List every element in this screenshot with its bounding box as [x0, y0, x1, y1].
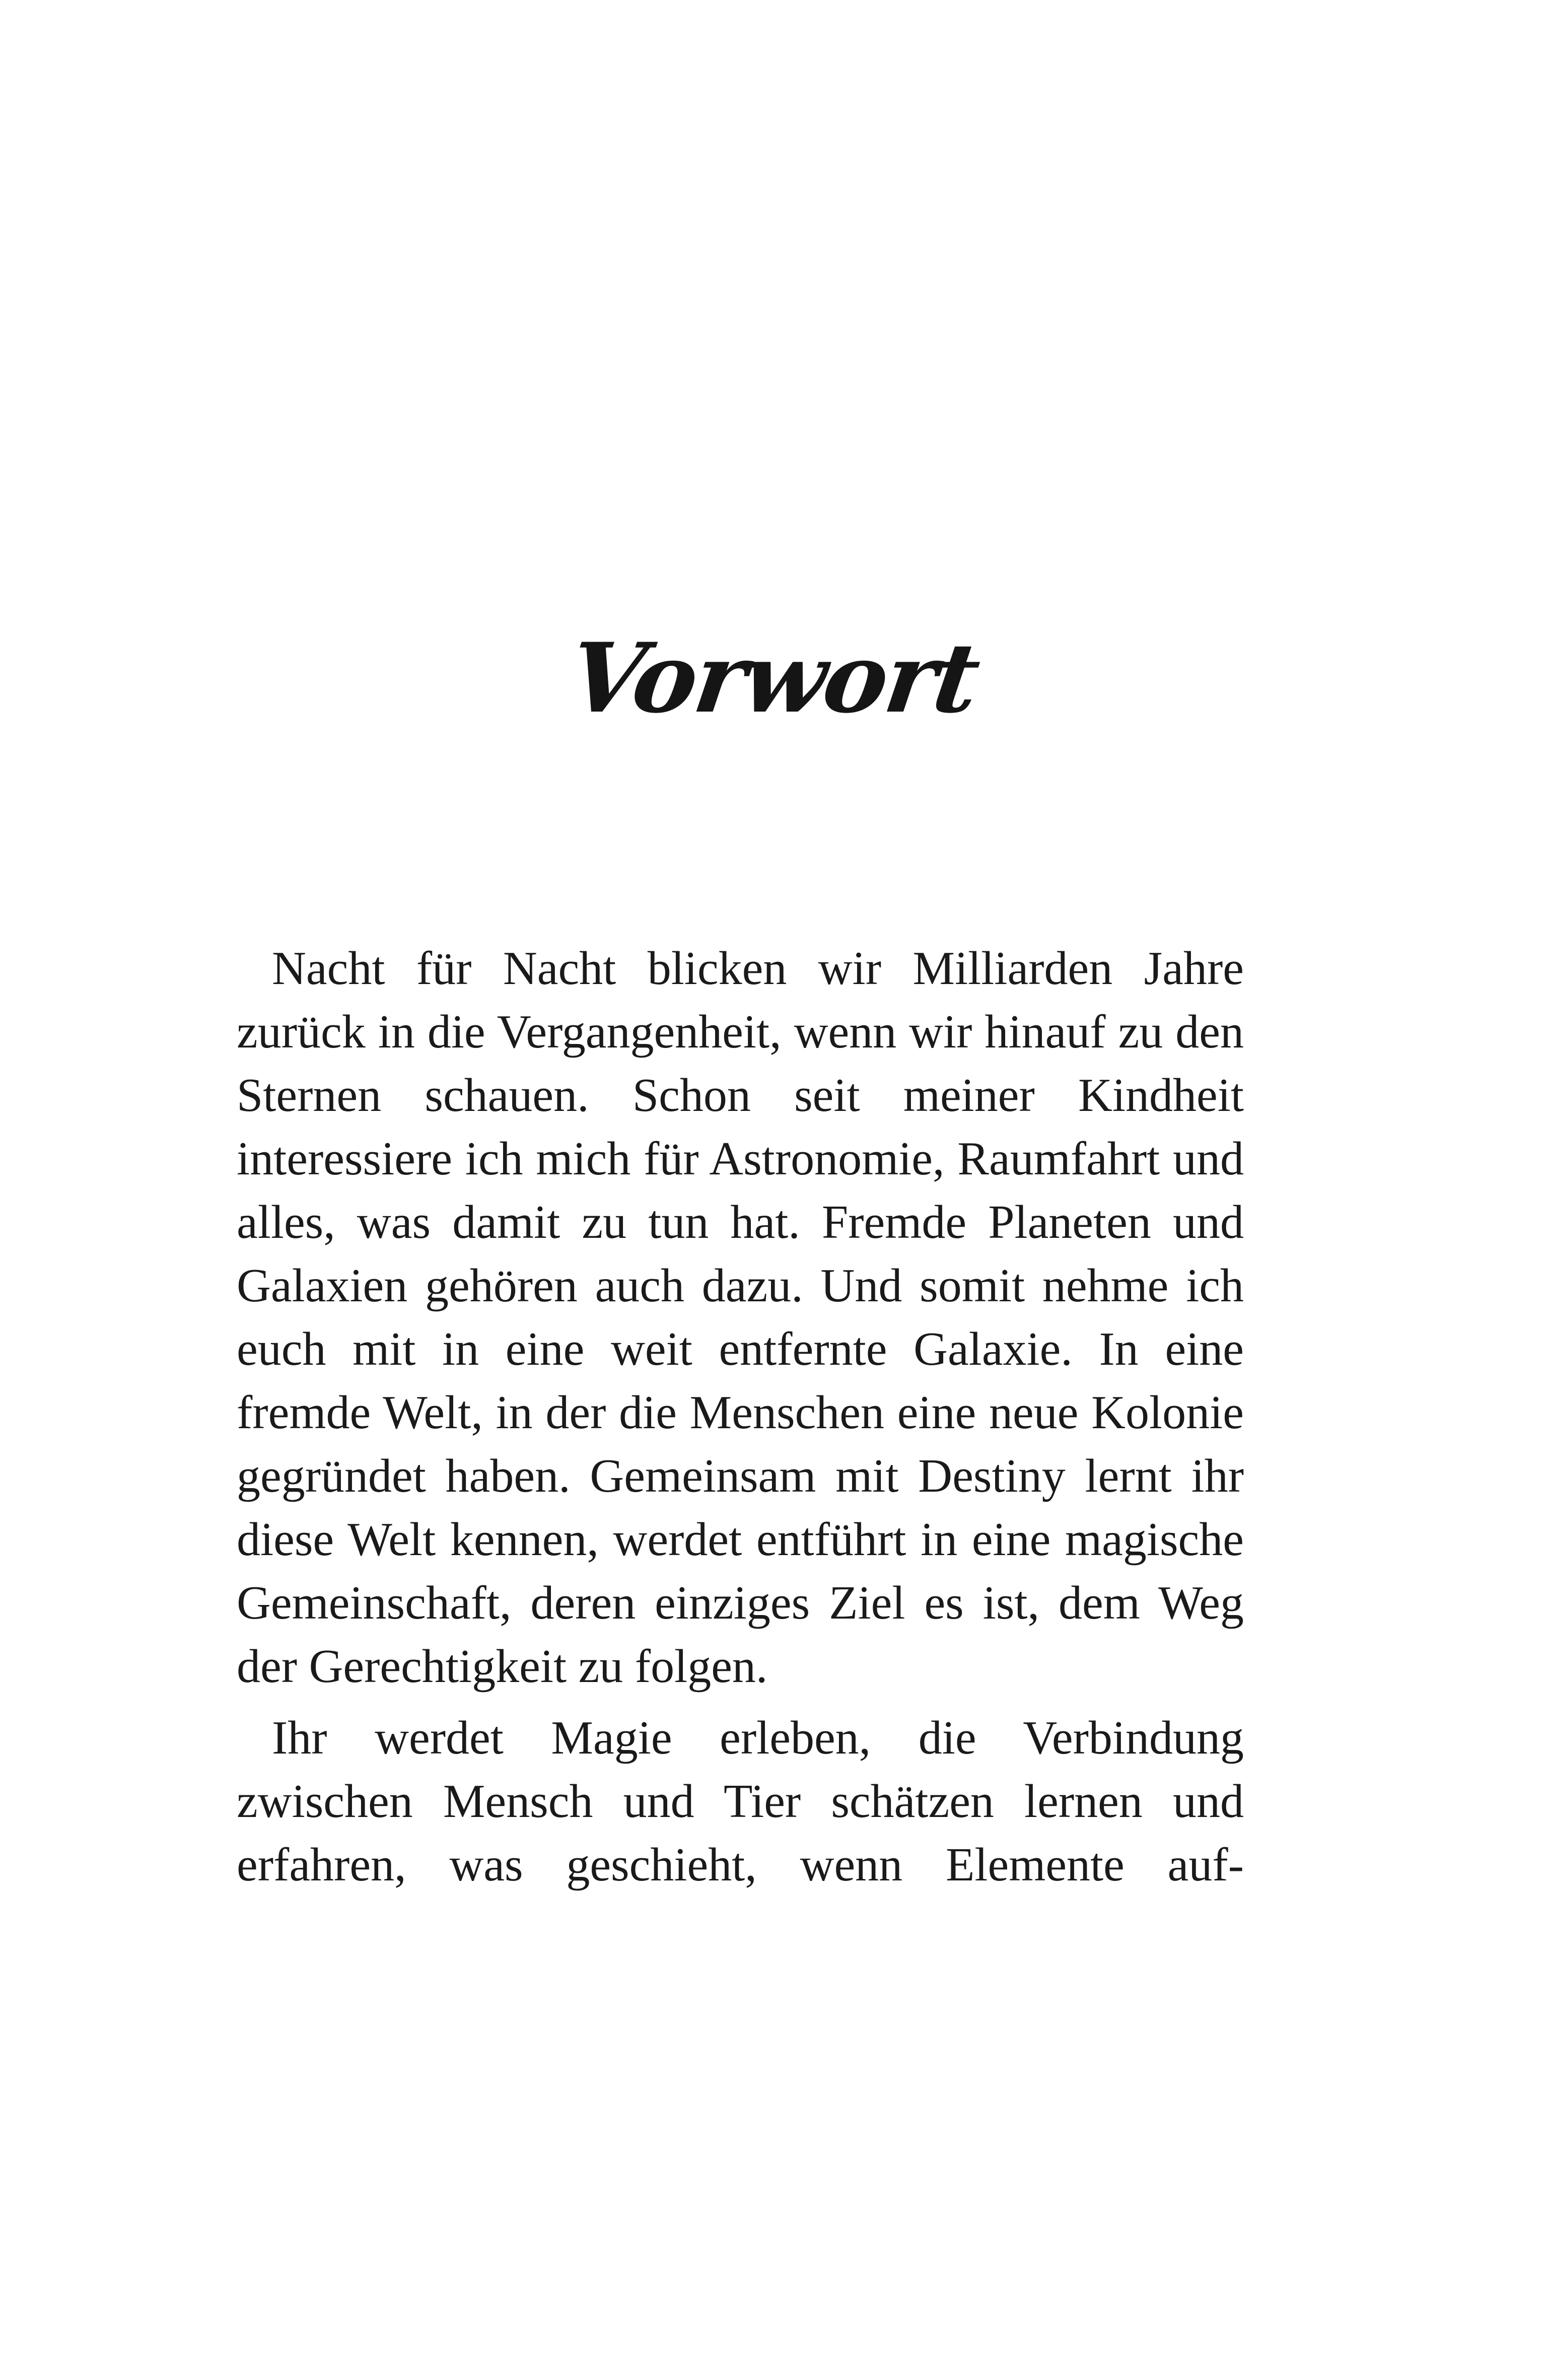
body-text — [237, 937, 1244, 1905]
paragraph-2: Ihr werdet Magie erleben, die Verbindung zwischen Mensch und Tier schätzen lernen und erfahren, was geschieht, wenn Elemente auf- — [237, 1712, 1244, 1891]
chapter-title: Vorwort — [562, 622, 985, 735]
paragraph-1: Nacht für Nacht blicken wir Milliarden Jahre zurück in die Vergangenheit, wenn wir hinauf zu den Sternen schauen. Schon seit meiner Kindheit interessiere ich mich für Astronomie, Raumfahrt und alles, was damit zu tun hat. Fremde Planeten und Galaxien gehören auch dazu. Und somit nehme ich euch mit in eine weit entfernte Galaxie. In eine fremde Welt, in der die Menschen eine neue Kolonie gegründet haben. Gemeinsam mit Destiny lernt ihr diese Welt kennen, werdet entführt in eine magische Gemeinschaft, deren einziges Ziel es ist, dem Weg der Gerechtigkeit zu folgen. — [237, 942, 1244, 1693]
